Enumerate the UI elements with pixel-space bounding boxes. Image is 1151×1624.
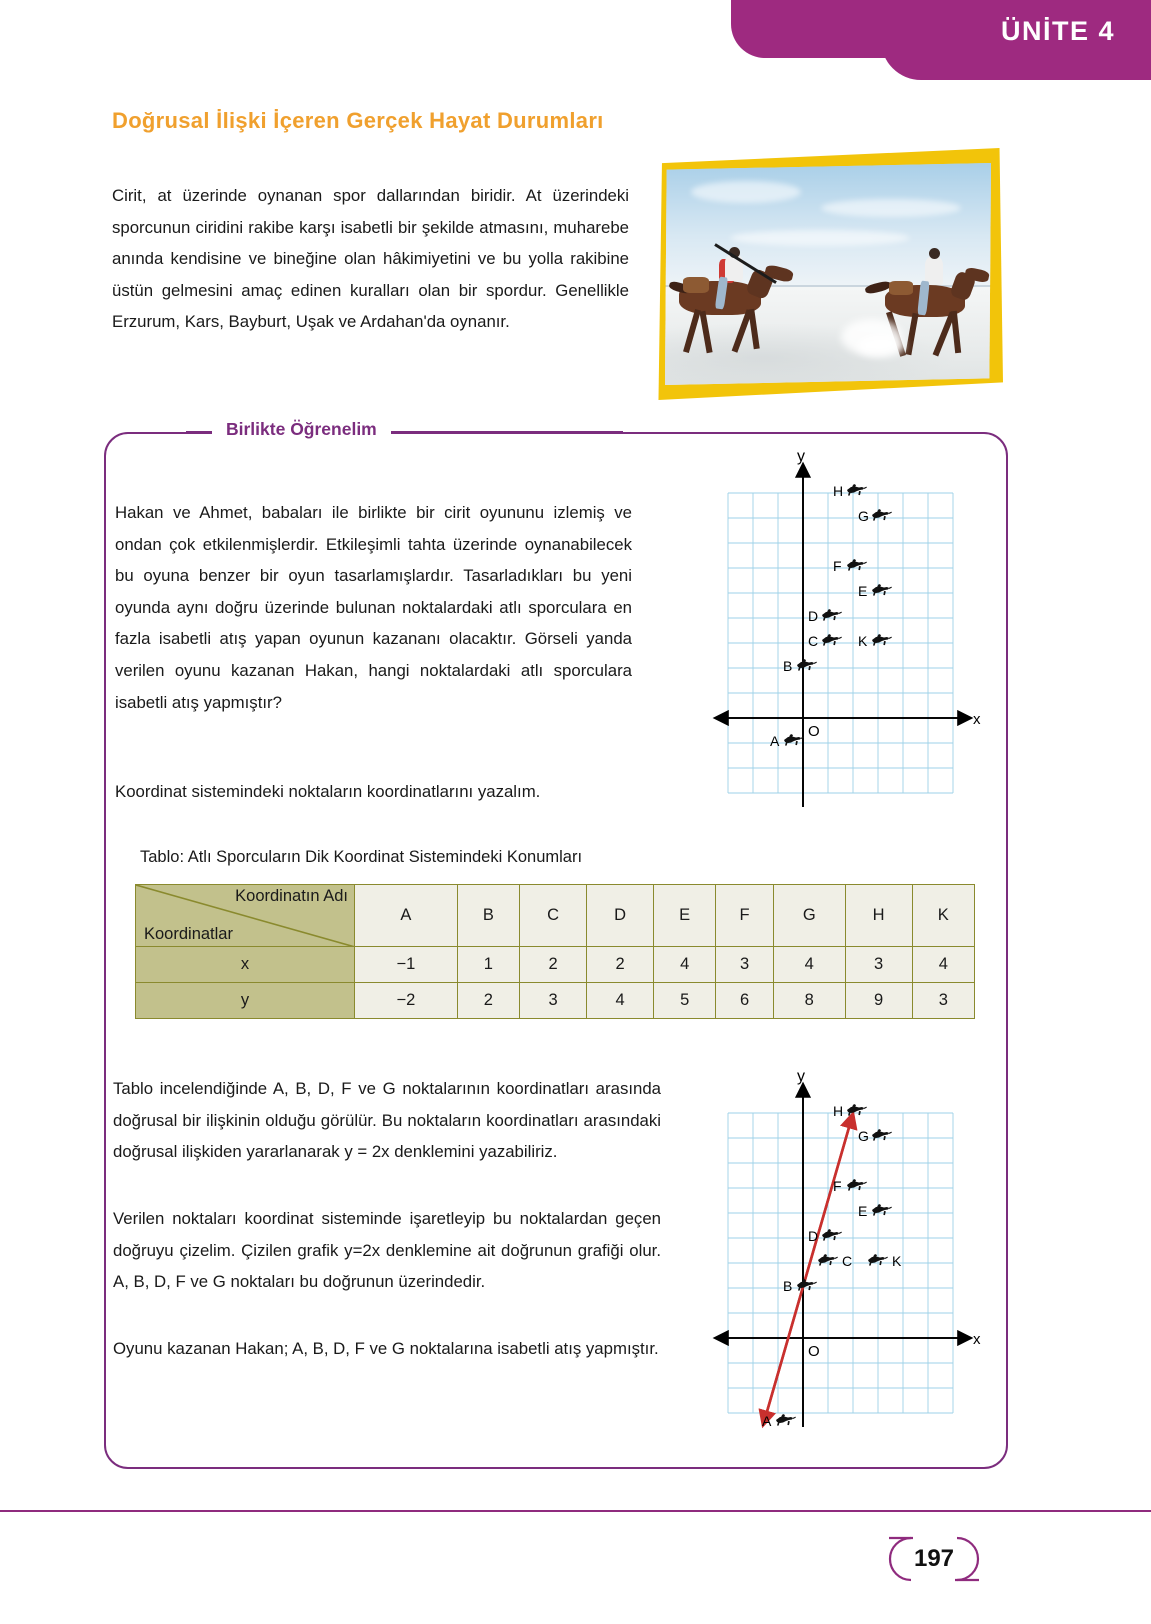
cell-x-g: 4 (773, 947, 845, 983)
svg-text:G: G (858, 508, 869, 524)
coordinate-graph-line (690, 1055, 990, 1430)
cell-y-d: 4 (587, 983, 654, 1019)
svg-text:F: F (833, 558, 842, 574)
table-header-row (136, 885, 975, 947)
svg-text:K: K (858, 633, 868, 649)
table-row (136, 947, 975, 983)
intro-paragraph: Cirit, at üzerinde oynanan spor dallarından biridir. At üzerindeki sporcunun ciridini rakibe karşı isabetli bir şekilde atmasını, muharebe anında kendisine ve bineğine olan hâkimiyetini ve bu yolla rakibine üstün gelmesini amaç edinen kuralları olan bir spordur. Genellikle Erzurum, Kars, Bayburt, Uşak ve Ardahan'da oynanır. (112, 186, 629, 331)
horse-rider-right (863, 261, 991, 369)
cirit-photo (655, 148, 1003, 400)
col-header: K (912, 885, 974, 947)
svg-text:D: D (808, 1228, 819, 1244)
y-axis-label: y (797, 1068, 805, 1085)
page-number-badge (869, 1536, 999, 1582)
cell-y-h: 9 (845, 983, 912, 1019)
cell-y-e: 5 (654, 983, 716, 1019)
coordinates-table (135, 884, 975, 1019)
unit-label: ÜNİTE 4 (1000, 16, 1115, 46)
cell-x-f: 3 (716, 947, 774, 983)
svg-text:A: A (762, 1413, 772, 1429)
cell-y-f: 6 (716, 983, 774, 1019)
svg-text:B: B (783, 658, 793, 674)
svg-text:G: G (858, 1128, 869, 1144)
cell-y-c: 3 (520, 983, 587, 1019)
learn-label-rule-right (385, 431, 623, 433)
cloud-icon (691, 181, 801, 203)
cell-x-k: 4 (912, 947, 974, 983)
learn-together-label: Birlikte Öğrenelim (212, 419, 391, 440)
svg-text:D: D (808, 608, 819, 624)
x-axis-label: x (973, 1331, 981, 1348)
cell-x-a: −1 (355, 947, 458, 983)
row-label-y: y (136, 983, 355, 1019)
row-label-x: x (136, 947, 355, 983)
svg-text:H: H (833, 1103, 844, 1119)
conclusion-paragraph-3: Oyunu kazanan Hakan; A, B, D, F ve G noktalarına isabetli atış yapmıştır. (113, 1339, 659, 1358)
svg-text:E: E (858, 583, 868, 599)
data-points (762, 1103, 902, 1429)
cell-x-b: 1 (457, 947, 519, 983)
coordinate-graph-points (690, 445, 990, 810)
col-header: C (520, 885, 587, 947)
svg-text:E: E (858, 1203, 868, 1219)
footer-rule (0, 1510, 1151, 1512)
svg-text:F: F (833, 1178, 842, 1194)
col-header: B (457, 885, 519, 947)
grid-lines (728, 493, 953, 793)
instruction-line: Koordinat sistemindeki noktaların koordinatlarını yazalım. (115, 782, 541, 801)
horse-rider-left (669, 253, 804, 363)
svg-text:K: K (892, 1253, 902, 1269)
table-caption: Tablo: Atlı Sporcuların Dik Koordinat Sistemindeki Konumları (140, 848, 583, 866)
cell-y-a: −2 (355, 983, 458, 1019)
cloud-icon (821, 199, 961, 217)
table-row (136, 983, 975, 1019)
cell-x-e: 4 (654, 947, 716, 983)
col-header: G (773, 885, 845, 947)
conclusion-paragraph-1: Tablo incelendiğinde A, B, D, F ve G noktalarının koordinatları arasında doğrusal bir ilişkinin olduğu görülür. Bu noktaların koordinatları arasındaki doğrusal ilişkiden yararlanarak y = 2x denklemini yazabiliriz. (113, 1079, 661, 1161)
col-header: A (355, 885, 458, 947)
cell-y-g: 8 (773, 983, 845, 1019)
page-number: 197 (913, 1545, 955, 1572)
svg-text:H: H (833, 483, 844, 499)
svg-text:C: C (808, 633, 819, 649)
data-points (770, 483, 892, 749)
problem-paragraph: Hakan ve Ahmet, babaları ile birlikte bir cirit oyununu izlemiş ve ondan çok etkilenmişlerdir. Etkileşimli tahta üzerinde oynanabilecek bu oyuna benzer bir oyun tasarlamışlardır. Tasarladıkları bu yeni oyunda aynı doğru üzerinde bulunan noktalardaki atlı sporculara en fazla isabetli atış yapan oyunun kazananı olacaktır. Görseli yanda verilen oyunu kazanan Hakan, hangi noktalardaki atlı sporculara isabetli atış yapmıştır? (115, 503, 632, 712)
table-corner-cell (136, 885, 355, 947)
cell-x-d: 2 (587, 947, 654, 983)
svg-text:A: A (770, 733, 780, 749)
learn-label-rule-left (186, 431, 212, 433)
cell-y-k: 3 (912, 983, 974, 1019)
svg-text:B: B (783, 1278, 793, 1294)
cloud-icon (730, 230, 910, 246)
cell-x-h: 3 (845, 947, 912, 983)
col-header: F (716, 885, 774, 947)
y-axis-label: y (797, 448, 805, 465)
cell-y-b: 2 (457, 983, 519, 1019)
origin-label: O (808, 723, 820, 740)
corner-label-bottom: Koordinatlar (144, 925, 233, 943)
corner-label-top: Koordinatın Adı (235, 887, 348, 905)
col-header: H (845, 885, 912, 947)
x-axis-label: x (973, 711, 981, 728)
page-title: Doğrusal İlişki İçeren Gerçek Hayat Durumları (112, 108, 604, 133)
origin-label: O (808, 1343, 820, 1360)
photo-content (665, 163, 991, 385)
cell-x-c: 2 (520, 947, 587, 983)
conclusion-paragraph-2: Verilen noktaları koordinat sisteminde işaretleyip bu noktalardan geçen doğruyu çizelim. Çizilen grafik y=2x denklemine ait doğrunun grafiği olur. A, B, D, F ve G noktaları bu doğrunun üzerindedir. (113, 1209, 661, 1291)
svg-text:C: C (842, 1253, 853, 1269)
col-header: E (654, 885, 716, 947)
col-header: D (587, 885, 654, 947)
